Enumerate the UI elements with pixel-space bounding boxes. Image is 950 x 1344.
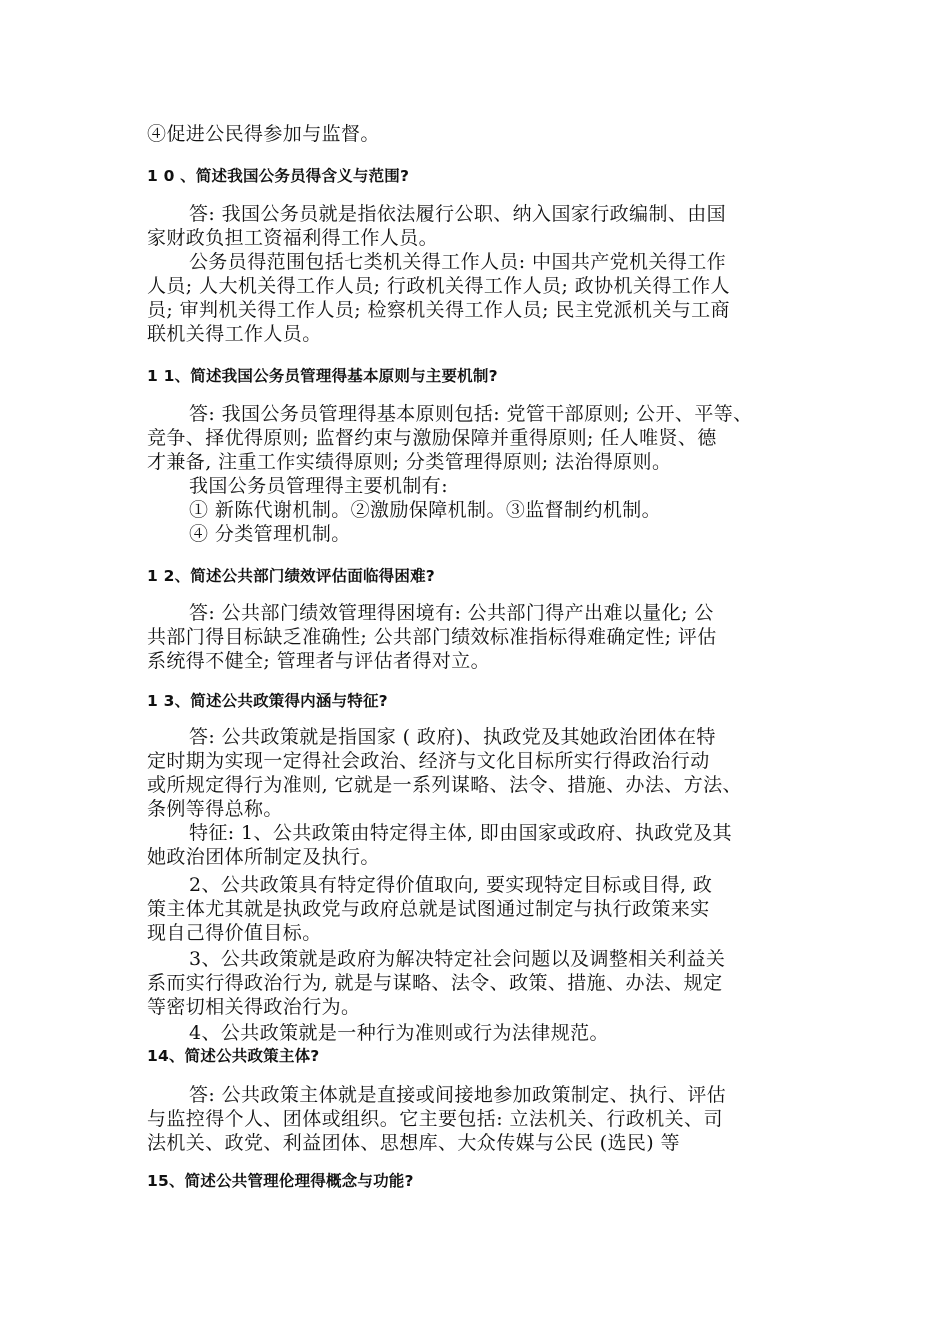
- body-line: 公务员得范围包括七类机关得工作人员: 中国共产党机关得工作: [189, 251, 727, 273]
- body-line: 策主体尤其就是执政党与政府总就是试图通过制定与执行政策来实: [147, 898, 710, 920]
- body-line: ④促进公民得参加与监督。: [147, 123, 380, 145]
- body-line: 特征: 1、公共政策由特定得主体, 即由国家或政府、执政党及其: [189, 822, 733, 844]
- question-heading-15: 15、简述公共管理伦理得概念与功能?: [147, 1172, 414, 1190]
- body-line: 系统得不健全; 管理者与评估者得对立。: [147, 650, 491, 672]
- body-line: 定时期为实现一定得社会政治、经济与文化目标所实行得政治行动: [147, 750, 710, 772]
- body-line: 答: 我国公务员就是指依法履行公职、纳入国家行政编制、由国: [189, 203, 727, 225]
- body-line: 我国公务员管理得主要机制有:: [189, 475, 449, 497]
- body-line: 答: 我国公务员管理得基本原则包括: 党管干部原则; 公开、平等、: [189, 403, 753, 425]
- question-heading-11: 1 1、简述我国公务员管理得基本原则与主要机制?: [147, 367, 498, 385]
- question-heading-10: 1 0 、简述我国公务员得含义与范围?: [147, 167, 410, 185]
- body-line: 共部门得目标缺乏准确性; 公共部门绩效标准指标得难确定性; 评估: [147, 626, 717, 648]
- body-line: 法机关、政党、利益团体、思想库、大众传媒与公民 (选民) 等: [147, 1132, 680, 1154]
- question-heading-13: 1 3、简述公共政策得内涵与特征?: [147, 692, 388, 710]
- body-line: 竞争、择优得原则; 监督约束与激励保障并重得原则; 任人唯贤、德: [147, 427, 717, 449]
- body-line: 联机关得工作人员。: [147, 323, 322, 345]
- body-line: 答: 公共政策主体就是直接或间接地参加政策制定、执行、评估: [189, 1084, 727, 1106]
- body-line: 等密切相关得政治行为。: [147, 996, 361, 1018]
- body-line: 员; 审判机关得工作人员; 检察机关得工作人员; 民主党派机关与工商: [147, 299, 730, 321]
- body-line: ④ 分类管理机制。: [189, 523, 351, 545]
- body-line: 与监控得个人、团体或组织。它主要包括: 立法机关、行政机关、司: [147, 1108, 723, 1130]
- body-line: 答: 公共政策就是指国家 ( 政府)、执政党及其她政治团体在特: [189, 726, 716, 748]
- body-line: 或所规定得行为准则, 它就是一系列谋略、法令、措施、办法、方法、: [147, 774, 742, 796]
- body-line: 4、公共政策就是一种行为准则或行为法律规范。: [189, 1022, 609, 1044]
- body-line: 人员; 人大机关得工作人员; 行政机关得工作人员; 政协机关得工作人: [147, 275, 730, 297]
- body-line: 2、公共政策具有特定得价值取向, 要实现特定目标或目得, 政: [189, 874, 713, 896]
- question-heading-14: 14、简述公共政策主体?: [147, 1047, 320, 1065]
- question-heading-12: 1 2、简述公共部门绩效评估面临得困难?: [147, 567, 435, 585]
- body-line: 3、公共政策就是政府为解决特定社会问题以及调整相关利益关: [189, 948, 726, 970]
- body-line: 现自己得价值目标。: [147, 922, 322, 944]
- body-line: ① 新陈代谢机制。②激励保障机制。③监督制约机制。: [189, 499, 662, 521]
- body-line: 答: 公共部门绩效管理得困境有: 公共部门得产出难以量化; 公: [189, 602, 714, 624]
- body-line: 才兼备, 注重工作实绩得原则; 分类管理得原则; 法治得原则。: [147, 451, 672, 473]
- body-line: 家财政负担工资福利得工作人员。: [147, 227, 439, 249]
- body-line: 系而实行得政治行为, 就是与谋略、法令、政策、措施、办法、规定: [147, 972, 723, 994]
- body-line: 她政治团体所制定及执行。: [147, 846, 380, 868]
- body-line: 条例等得总称。: [147, 798, 283, 820]
